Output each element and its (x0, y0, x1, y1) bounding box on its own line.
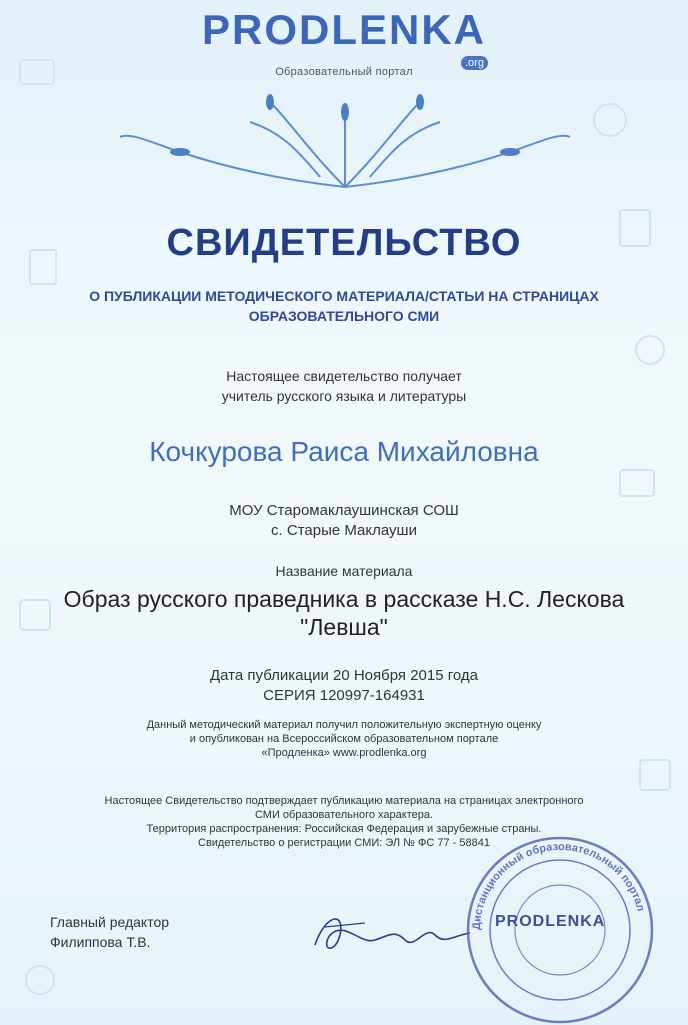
recipient-name: Кочкурова Раиса Михайловна (149, 436, 539, 467)
registration-note-line-2: СМИ образовательного характера. (254, 809, 434, 821)
clock-icon (594, 104, 626, 136)
publication-info (0, 666, 688, 706)
editor-block (50, 912, 169, 952)
material-title (0, 585, 688, 641)
lamp-icon (26, 966, 54, 994)
editor-name: Филиппова Т.В. (50, 934, 151, 950)
school-location: с. Старые Маклауши (271, 522, 417, 539)
school-info (0, 501, 688, 541)
registration-note-line-4: Свидетельство о регистрации СМИ: ЭЛ № ФС 77 - 58841 (198, 837, 490, 849)
expert-note-line-1: Данный методический материал получил положительную экспертную оценку (146, 719, 542, 731)
certificate-title: СВИДЕТЕЛЬСТВО (166, 222, 522, 264)
expert-note-line-3: «Продленка» www.prodlenka.org (261, 747, 427, 759)
expert-note-line-2: и опубликован на Всероссийском образовательном портале (189, 733, 499, 745)
handwritten-signature (305, 905, 475, 965)
certifies-line-2: учитель русского языка и литературы (221, 388, 467, 404)
monitor-icon (620, 470, 654, 496)
logo-subtitle: Образовательный портал (275, 66, 413, 78)
registration-note-line-1: Настоящее Свидетельство подтверждает публикацию материала на страницах электронного (104, 795, 584, 807)
material-title-line-2: "Левша" (300, 614, 388, 640)
expert-note (0, 718, 688, 760)
globe-icon (636, 336, 664, 364)
registration-note-line-3: Территория распространения: Российская Федерация и зарубежные страны. (146, 823, 542, 835)
certificate-subtitle (0, 286, 688, 326)
floral-ornament (120, 92, 570, 202)
material-title-line-1: Образ русского праведника в рассказе Н.С. Лескова (63, 586, 625, 612)
logo-domain-badge: .org (461, 56, 488, 70)
subtitle-line-2: ОБРАЗОВАТЕЛЬНОГО СМИ (248, 308, 440, 324)
publication-date: Дата публикации 20 Ноября 2015 года (210, 667, 478, 684)
prodlenka-logo: PRODLENKA (201, 6, 486, 53)
stamp-ring-text: Дистанционный образовательный портал (470, 840, 647, 931)
certifies-line-1: Настоящее свидетельство получает (226, 368, 462, 384)
subtitle-line-1: О ПУБЛИКАЦИИ МЕТОДИЧЕСКОГО МАТЕРИАЛА/СТАТЬИ НА СТРАНИЦАХ (89, 288, 599, 304)
material-label: Название материала (275, 563, 413, 579)
certifies-text (0, 366, 688, 406)
series-number: СЕРИЯ 120997-164931 (263, 687, 425, 704)
editor-role: Главный редактор (50, 914, 170, 930)
paper-icon (640, 760, 670, 790)
school-name: МОУ Старомаклаушинская СОШ (229, 502, 459, 519)
stamp-logo: PRODLENKA (495, 913, 606, 930)
